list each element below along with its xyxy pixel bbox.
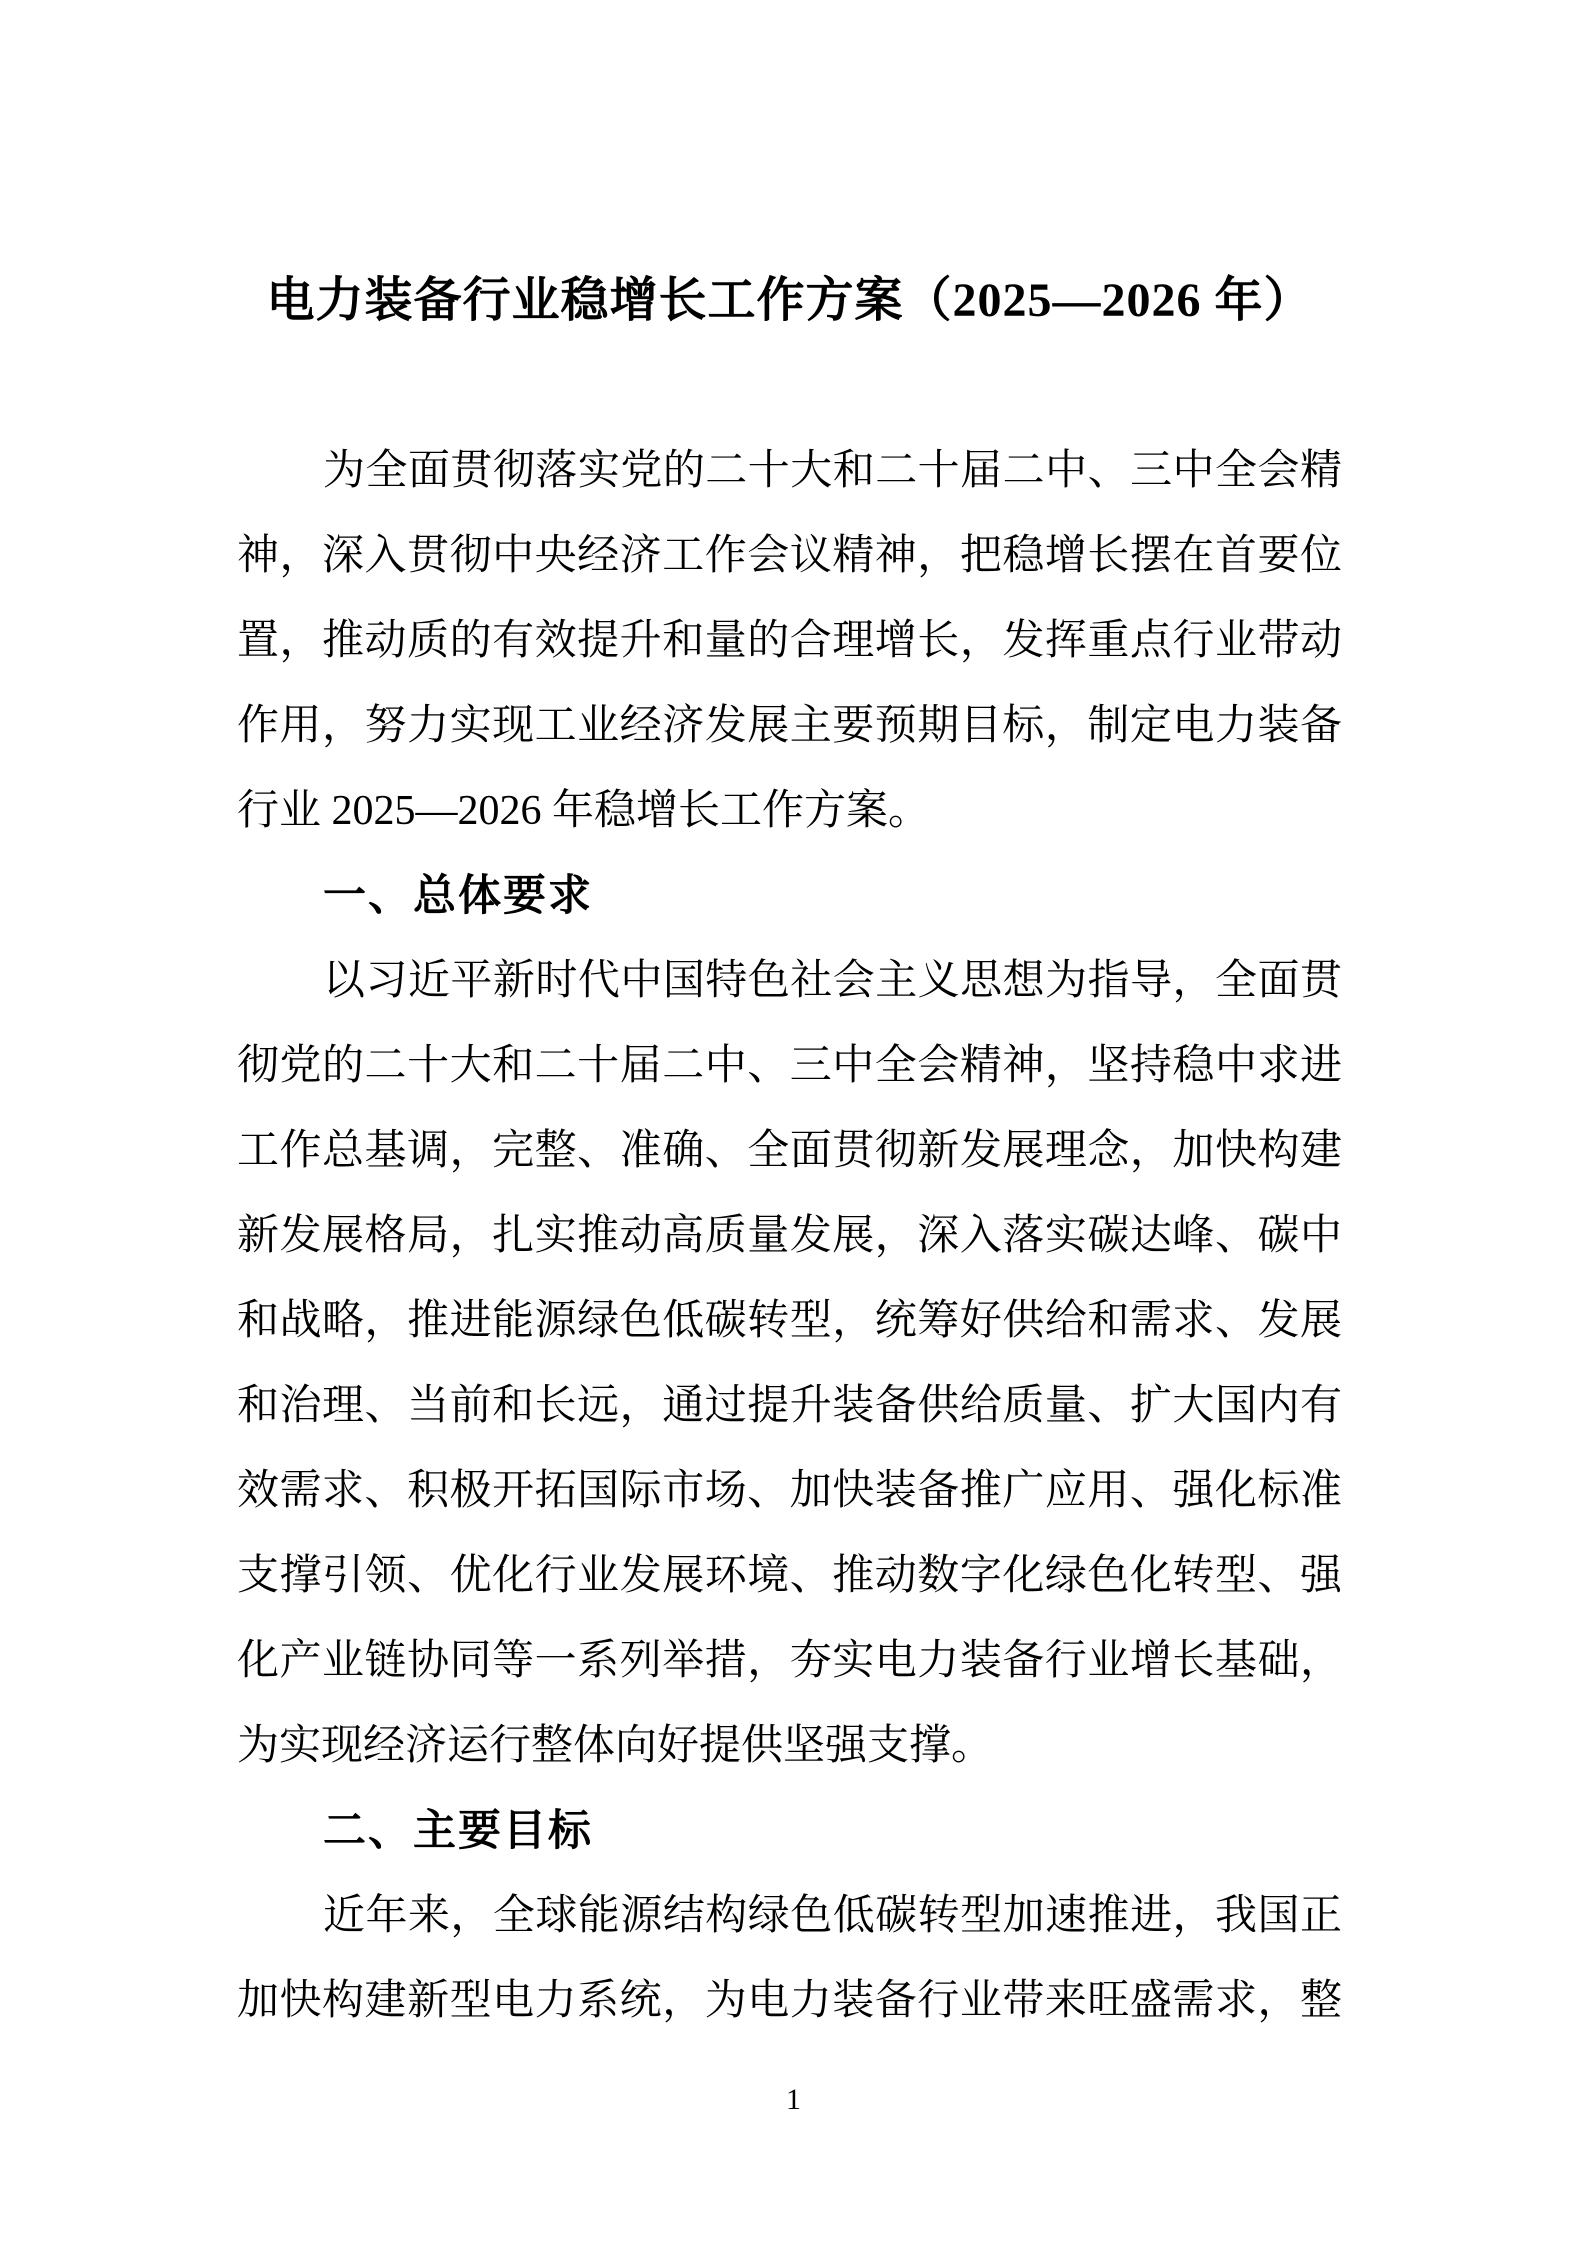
document-content: [237, 0, 1342, 2044]
text-line: 为全面贯彻落实党的二十大和二十届二中、三中全会精: [323, 448, 1342, 494]
text-line: 行业 2025—2026 年稳增长工作方案。: [237, 788, 931, 834]
paragraph-overall-requirements: [237, 939, 1342, 1789]
page-number: 1: [786, 2083, 801, 2116]
paragraph-intro: [237, 429, 1342, 854]
document-title: 电力装备行业稳增长工作方案（2025—2026 年）: [266, 274, 1313, 327]
text-line: 工作总基调，完整、准确、全面贯彻新发展理念，加快构建: [237, 1128, 1342, 1174]
text-line: 为实现经济运行整体向好提供坚强支撑。: [237, 1723, 994, 1769]
text-line: 作用，努力实现工业经济发展主要预期目标，制定电力装备: [237, 703, 1342, 749]
text-line: 彻党的二十大和二十届二中、三中全会精神，坚持稳中求进: [237, 1043, 1342, 1089]
section-heading-overall-requirements: 一、总体要求: [323, 872, 593, 920]
text-line: 新发展格局，扎实推动高质量发展，深入落实碳达峰、碳中: [237, 1213, 1342, 1259]
section-heading-main-goals: 二、主要目标: [323, 1807, 593, 1855]
text-line: 和治理、当前和长远，通过提升装备供给质量、扩大国内有: [237, 1383, 1342, 1429]
text-line: 以习近平新时代中国特色社会主义思想为指导，全面贯: [323, 958, 1342, 1004]
text-line: 置，推动质的有效提升和量的合理增长，发挥重点行业带动: [237, 618, 1342, 664]
text-line: 和战略，推进能源绿色低碳转型，统筹好供给和需求、发展: [237, 1298, 1342, 1344]
text-line: 神，深入贯彻中央经济工作会议精神，把稳增长摆在首要位: [237, 533, 1342, 579]
text-line: 效需求、积极开拓国际市场、加快装备推广应用、强化标准: [237, 1468, 1342, 1514]
text-line: 化产业链协同等一系列举措，夯实电力装备行业增长基础，: [237, 1638, 1342, 1684]
text-line: 加快构建新型电力系统，为电力装备行业带来旺盛需求，整: [237, 1978, 1342, 2024]
paragraph-main-goals: [237, 1874, 1342, 2044]
text-line: 支撑引领、优化行业发展环境、推动数字化绿色化转型、强: [237, 1553, 1342, 1599]
text-line: 近年来，全球能源结构绿色低碳转型加速推进，我国正: [323, 1893, 1342, 1939]
